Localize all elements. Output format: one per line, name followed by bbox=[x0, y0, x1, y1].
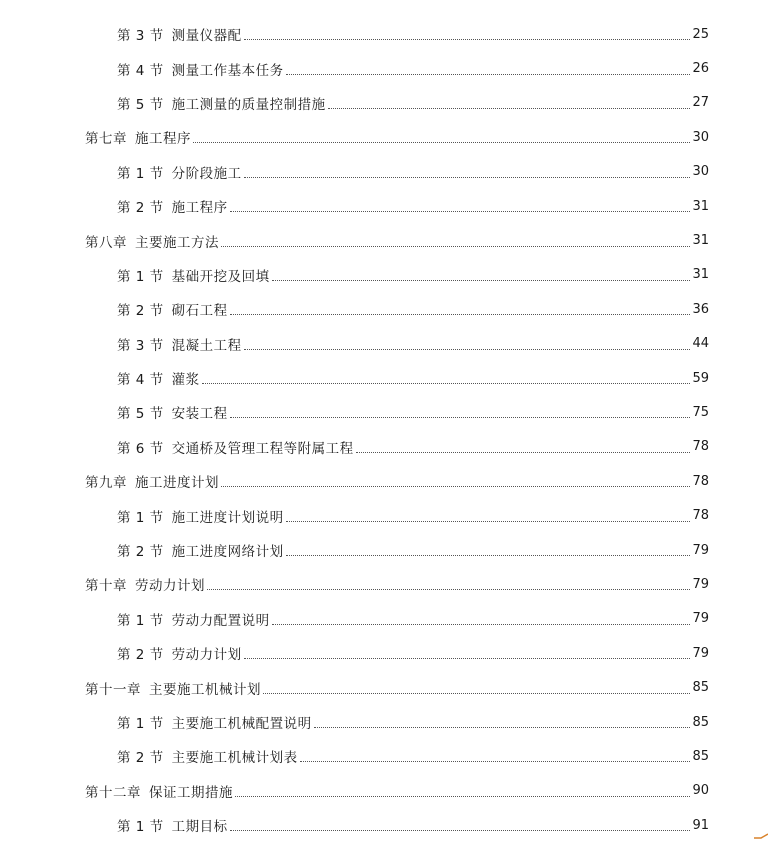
toc-dot-leader bbox=[244, 38, 690, 40]
toc-entry-text: 主要施工方法 bbox=[135, 234, 219, 251]
toc-entry-title bbox=[85, 127, 191, 147]
toc-entry-title bbox=[117, 815, 228, 835]
toc-entry-number: 第 2 节 bbox=[117, 303, 164, 320]
toc-dot-leader bbox=[193, 141, 690, 143]
toc-page-number: 25 bbox=[692, 26, 709, 42]
toc-entry-number: 第八章 bbox=[85, 234, 127, 251]
toc-entry-text: 测量工作基本任务 bbox=[171, 62, 284, 79]
toc-section-row[interactable] bbox=[0, 189, 780, 223]
toc-page-number: 59 bbox=[692, 370, 709, 386]
toc-entry-text: 测量仪器配 bbox=[171, 28, 242, 45]
toc-chapter-row[interactable] bbox=[0, 567, 780, 601]
toc-entry-title bbox=[117, 643, 242, 663]
toc-section-row[interactable] bbox=[0, 17, 780, 51]
toc-dot-leader bbox=[286, 73, 690, 75]
toc-entry-number: 第十一章 bbox=[85, 681, 141, 698]
toc-dot-leader bbox=[221, 485, 690, 487]
toc-entry-number: 第 1 节 bbox=[117, 509, 164, 526]
toc-entry-title bbox=[117, 299, 228, 319]
toc-entry-title bbox=[85, 574, 205, 594]
toc-entry-text: 劳动力配置说明 bbox=[171, 612, 270, 629]
toc-entry-title bbox=[85, 678, 261, 698]
toc-dot-leader bbox=[356, 451, 690, 453]
toc-entry-title bbox=[117, 24, 242, 44]
corner-mark-icon bbox=[754, 833, 768, 839]
toc-page-number: 44 bbox=[692, 336, 709, 352]
toc-entry-title bbox=[117, 540, 284, 560]
toc-entry-title bbox=[117, 712, 312, 732]
toc-dot-leader bbox=[244, 176, 690, 178]
toc-entry-text: 交通桥及管理工程等附属工程 bbox=[171, 440, 354, 457]
toc-entry-title bbox=[117, 93, 326, 113]
toc-section-row[interactable] bbox=[0, 155, 780, 189]
toc-entry-text: 施工程序 bbox=[135, 131, 191, 148]
toc-entry-title bbox=[117, 402, 228, 422]
toc-entry-title bbox=[117, 746, 298, 766]
toc-dot-leader bbox=[272, 623, 690, 625]
toc-entry-text: 工期目标 bbox=[171, 819, 228, 836]
toc-page-number: 85 bbox=[692, 748, 709, 764]
toc-entry-number: 第 2 节 bbox=[117, 544, 164, 561]
toc-entry-number: 第 1 节 bbox=[117, 716, 164, 732]
toc-dot-leader bbox=[263, 692, 690, 694]
toc-entry-number: 第 5 节 bbox=[117, 406, 164, 423]
toc-chapter-row[interactable] bbox=[0, 670, 780, 704]
toc-page-number: 79 bbox=[692, 611, 709, 627]
toc-entry-number: 第 3 节 bbox=[117, 28, 164, 45]
toc-chapter-row[interactable] bbox=[0, 120, 780, 154]
toc-entry-number: 第 1 节 bbox=[117, 612, 164, 629]
toc-section-row[interactable] bbox=[0, 292, 780, 326]
toc-entry-text: 劳动力计划 bbox=[135, 578, 205, 595]
toc-page-number: 85 bbox=[692, 680, 709, 696]
toc-page-number: 90 bbox=[692, 783, 709, 799]
toc-entry-title bbox=[117, 437, 354, 457]
toc-entry-title bbox=[117, 609, 270, 629]
toc-section-row[interactable] bbox=[0, 395, 780, 429]
toc-entry-number: 第十二章 bbox=[85, 784, 141, 801]
toc-chapter-row[interactable] bbox=[0, 774, 780, 808]
toc-dot-leader bbox=[314, 726, 690, 728]
toc-entry-text: 施工进度网络计划 bbox=[171, 544, 284, 561]
toc-page-number: 78 bbox=[692, 473, 709, 489]
toc-section-row[interactable] bbox=[0, 86, 780, 120]
toc-section-row[interactable] bbox=[0, 636, 780, 670]
toc-dot-leader bbox=[202, 382, 690, 384]
toc-chapter-row[interactable] bbox=[0, 223, 780, 257]
toc-dot-leader bbox=[272, 279, 690, 281]
toc-section-row[interactable] bbox=[0, 498, 780, 532]
toc-entry-number: 第 3 节 bbox=[117, 337, 164, 354]
toc-entry-number: 第 1 节 bbox=[117, 819, 164, 836]
toc-entry-title bbox=[117, 506, 284, 526]
toc-page-number: 36 bbox=[692, 301, 709, 317]
toc-dot-leader bbox=[230, 210, 690, 212]
toc-dot-leader bbox=[230, 829, 690, 831]
toc-page-number: 75 bbox=[692, 404, 709, 420]
toc-dot-leader bbox=[221, 245, 690, 247]
toc-entry-title bbox=[117, 334, 242, 354]
toc-entry-text: 施工测量的质量控制措施 bbox=[171, 96, 326, 113]
toc-dot-leader bbox=[244, 348, 690, 350]
toc-chapter-row[interactable] bbox=[0, 464, 780, 498]
toc-entry-number: 第 2 节 bbox=[117, 647, 164, 664]
toc-page-number: 91 bbox=[692, 817, 709, 833]
toc-entry-text: 施工程序 bbox=[171, 200, 228, 217]
toc-entry-number: 第 1 节 bbox=[117, 165, 164, 182]
toc-entry-text: 安装工程 bbox=[171, 406, 228, 423]
toc-dot-leader bbox=[286, 554, 690, 556]
toc-entry-text: 主要施工机械配置说明 bbox=[171, 716, 312, 732]
toc-entry-text: 保证工期措施 bbox=[149, 784, 233, 801]
toc-dot-leader bbox=[244, 657, 690, 659]
toc-page-number: 31 bbox=[692, 198, 709, 214]
toc-entry-text: 砌石工程 bbox=[171, 303, 228, 320]
toc-entry-number: 第 4 节 bbox=[117, 62, 164, 79]
toc-page-number: 78 bbox=[692, 439, 709, 455]
toc-entry-text: 灌浆 bbox=[171, 372, 200, 389]
toc-section-row[interactable] bbox=[0, 258, 780, 292]
toc-entry-number: 第七章 bbox=[85, 131, 127, 148]
toc-page-number: 31 bbox=[692, 267, 709, 283]
toc-section-row[interactable] bbox=[0, 327, 780, 361]
toc-entry-title bbox=[85, 781, 233, 801]
toc-section-row[interactable] bbox=[0, 739, 780, 773]
toc-page-number: 26 bbox=[692, 61, 709, 77]
toc-dot-leader bbox=[300, 760, 690, 762]
toc-entry-number: 第 2 节 bbox=[117, 200, 164, 217]
toc-entry-number: 第 6 节 bbox=[117, 440, 164, 457]
toc-page-number: 31 bbox=[692, 233, 709, 249]
toc-dot-leader bbox=[328, 107, 690, 109]
toc-entry-title bbox=[85, 471, 219, 491]
toc-section-row[interactable] bbox=[0, 808, 780, 842]
toc-section-row[interactable] bbox=[0, 51, 780, 85]
toc-entry-title bbox=[117, 59, 284, 79]
toc-dot-leader bbox=[207, 588, 690, 590]
toc-page-number: 79 bbox=[692, 576, 709, 592]
table-of-contents bbox=[0, 17, 780, 842]
toc-page-number: 79 bbox=[692, 645, 709, 661]
toc-entry-title bbox=[117, 368, 200, 388]
toc-section-row[interactable] bbox=[0, 361, 780, 395]
toc-entry-number: 第 2 节 bbox=[117, 750, 164, 767]
toc-dot-leader bbox=[230, 416, 690, 418]
toc-entry-text: 劳动力计划 bbox=[171, 647, 242, 664]
toc-entry-number: 第 4 节 bbox=[117, 372, 164, 389]
toc-entry-text: 混凝土工程 bbox=[171, 337, 242, 354]
toc-entry-text: 施工进度计划说明 bbox=[171, 509, 284, 526]
toc-page-number: 85 bbox=[692, 714, 709, 730]
toc-entry-text: 施工进度计划 bbox=[135, 475, 219, 492]
toc-section-row[interactable] bbox=[0, 602, 780, 636]
toc-dot-leader bbox=[230, 313, 690, 315]
toc-dot-leader bbox=[235, 795, 690, 797]
toc-entry-number: 第九章 bbox=[85, 475, 127, 492]
toc-entry-title bbox=[117, 196, 228, 216]
toc-entry-number: 第十章 bbox=[85, 578, 127, 595]
toc-section-row[interactable] bbox=[0, 430, 780, 464]
toc-page-number: 30 bbox=[692, 164, 709, 180]
toc-page-number: 78 bbox=[692, 508, 709, 524]
toc-entry-text: 主要施工机械计划 bbox=[149, 681, 261, 698]
toc-entry-number: 第 5 节 bbox=[117, 96, 164, 113]
toc-entry-title bbox=[117, 265, 270, 285]
toc-page-number: 79 bbox=[692, 542, 709, 558]
toc-entry-title bbox=[117, 162, 242, 182]
toc-dot-leader bbox=[286, 520, 690, 522]
toc-entry-text: 基础开挖及回填 bbox=[171, 268, 270, 285]
toc-page-number: 30 bbox=[692, 129, 709, 145]
toc-section-row[interactable] bbox=[0, 533, 780, 567]
toc-entry-title bbox=[85, 231, 219, 251]
toc-entry-text: 主要施工机械计划表 bbox=[171, 750, 298, 767]
toc-entry-text: 分阶段施工 bbox=[171, 165, 242, 182]
toc-section-row[interactable] bbox=[0, 705, 780, 739]
toc-page-number: 27 bbox=[692, 95, 709, 111]
toc-entry-number: 第 1 节 bbox=[117, 268, 164, 285]
